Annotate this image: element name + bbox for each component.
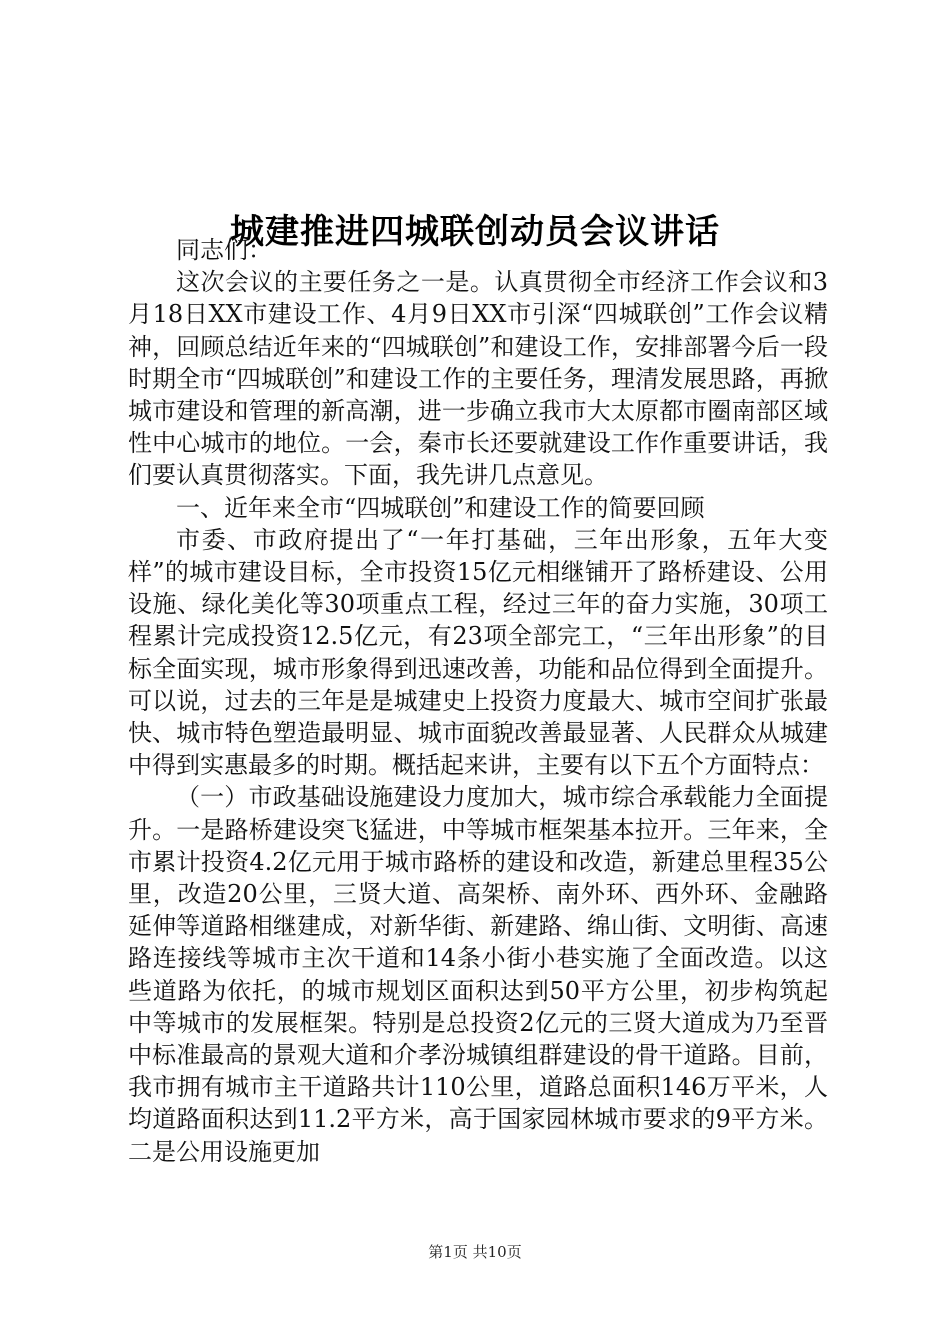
section-heading-1: 一、近年来全市“四城联创”和建设工作的简要回顾 — [176, 493, 705, 522]
salutation-paragraph: 同志们： — [176, 236, 272, 264]
document-title: 城建推进四城联创动员会议讲话 — [230, 211, 720, 252]
review-paragraph: 市委、市政府提出了“一年打基础，三年出形象，五年大变样”的城市建设目标，全市投资15亿元相继铺开了路桥建设、公用设施、绿化美化等30项重点工程，经过三年的奋力实施，30项工程累计完成投资12.5亿元，有23项全部完工，“三年出形象”的目标全面实现，城市形象得到迅速改善，功能和品位得到全面提升。可以说，过去的三年是是城建史上投资力度最大、城市空间扩张最快、城市特色塑造最明显、城市面貌改善最显著、人民群众从城建中得到实惠最多的时期。概括起来讲，主要有以下五个方面特点： — [128, 525, 828, 780]
intro-paragraph: 这次会议的主要任务之一是。认真贯彻全市经济工作会议和3月18日XX市建设工作、4月9日XX市引深“四城联创”工作会议精神，回顾总结近年来的“四城联创”和建设工作，安排部署今后一段时期全市“四城联创”和建设工作的主要任务，理清发展思路，再掀城市建设和管理的新高潮，进一步确立我市大太原都市圈南部区域性中心城市的地位。一会，秦市长还要就建设工作作重要讲话，我们要认真贯彻落实。下面，我先讲几点意见。 — [128, 268, 828, 490]
document-body — [128, 234, 828, 1168]
page-footer: 第1页 共10页 — [428, 1243, 522, 1261]
subsection-paragraph-1: （一）市政基础设施建设力度加大，城市综合承载能力全面提升。一是路桥建设突飞猛进，中等城市框架基本拉开。三年来，全市累计投资4.2亿元用于城市路桥的建设和改造，新建总里程35公里，改造20公里，三贤大道、高架桥、南外环、西外环、金融路延伸等道路相继建成，对新华街、新建路、绵山街、文明街、高速路连接线等城市主次干道和14条小街小巷实施了全面改造。以这些道路为依托，的城市规划区面积达到50平方公里，初步构筑起中等城市的发展框架。特别是总投资2亿元的三贤大道成为乃至晋中标准最高的景观大道和介孝汾城镇组群建设的骨干道路。目前，我市拥有城市主干道路共计110公里，道路总面积146万平米，人均道路面积达到11.2平方米，高于国家园林城市要求的9平方米。二是公用设施更加 — [128, 783, 828, 1166]
